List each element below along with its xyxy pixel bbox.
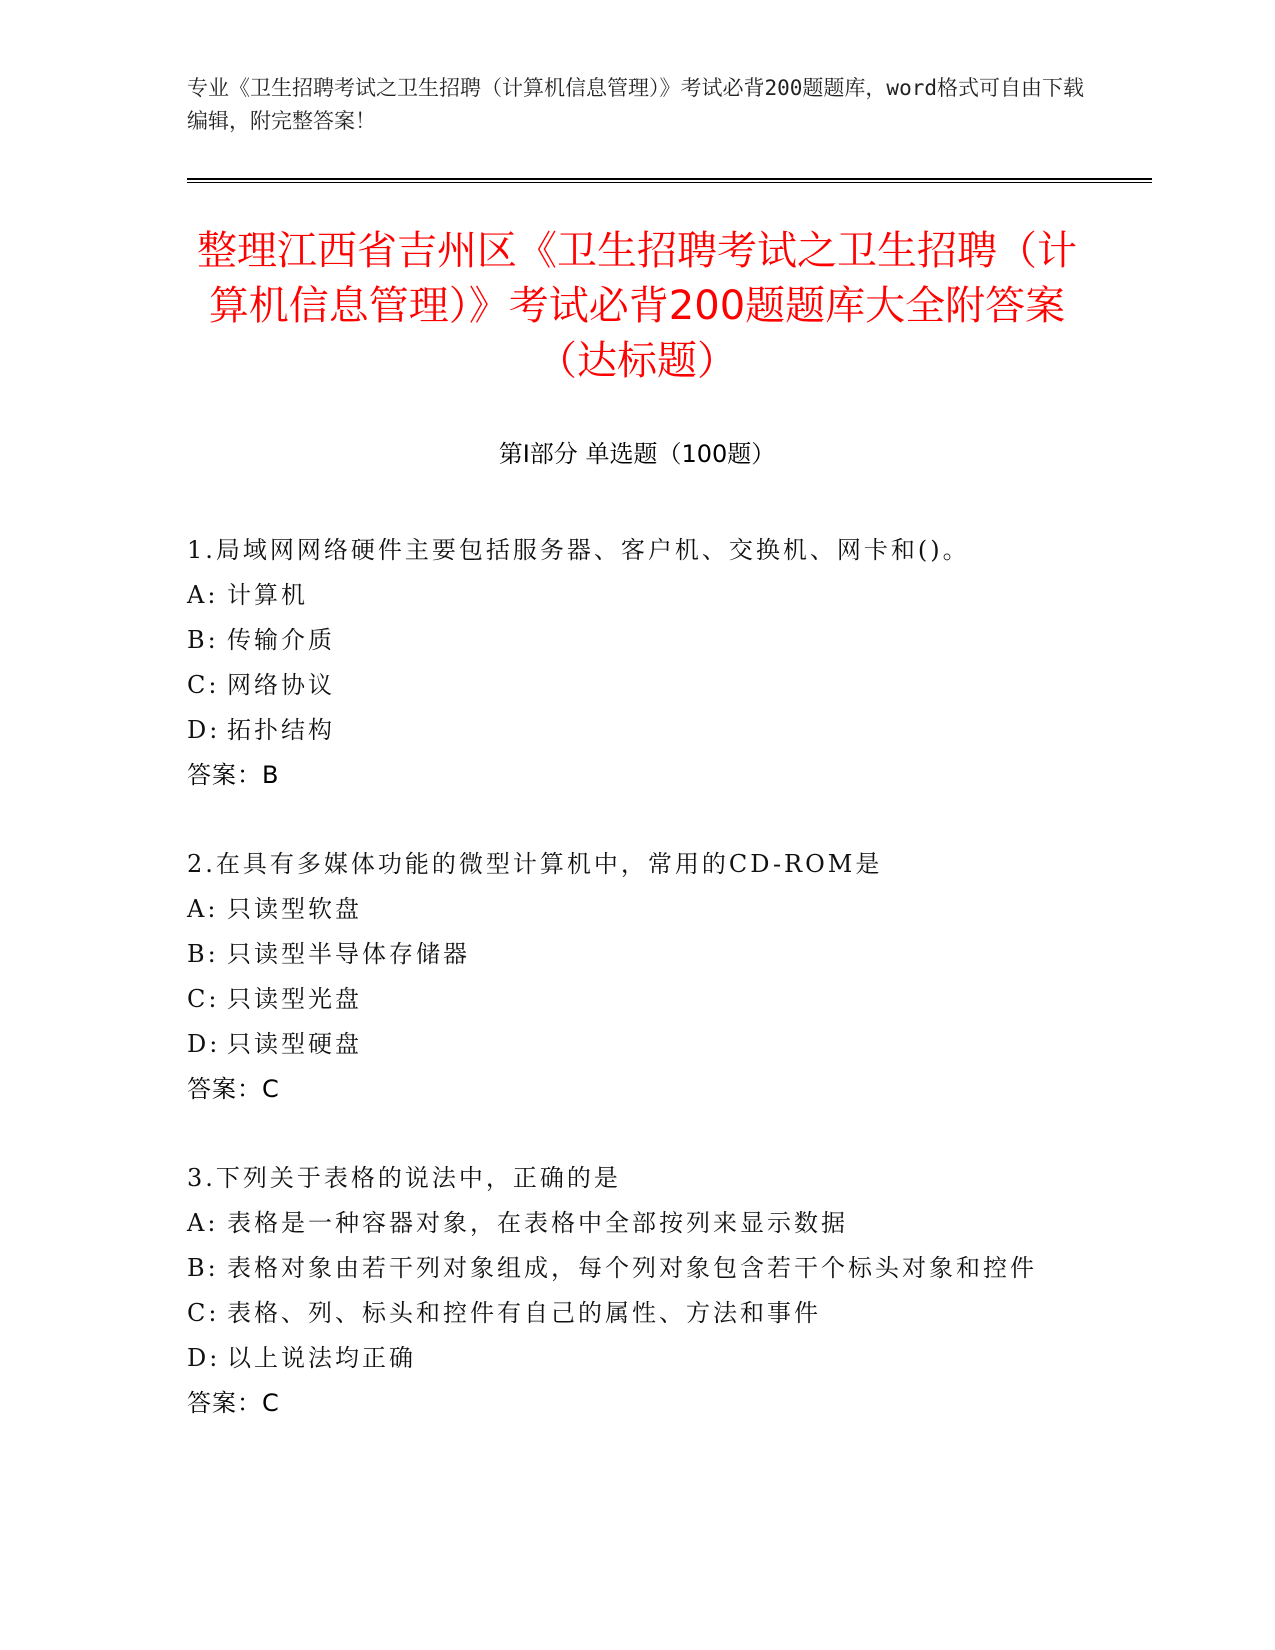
question-list bbox=[187, 528, 1087, 1470]
option-key: B: bbox=[187, 626, 219, 654]
document-title: 整理江西省吉州区《卫生招聘考试之卫生招聘（计算机信息管理）》考试必背200题题库大全附答案（达标题） bbox=[197, 228, 1077, 384]
question-stem: 2.在具有多媒体功能的微型计算机中，常用的CD-ROM是 bbox=[187, 850, 883, 878]
header-note: 专业《卫生招聘考试之卫生招聘（计算机信息管理）》考试必背200题题库，word格式可自由下载编辑，附完整答案！ bbox=[187, 76, 1084, 133]
option-b bbox=[187, 932, 1087, 977]
option-text: 以上说法均正确 bbox=[227, 1344, 416, 1372]
option-key: A: bbox=[187, 1209, 219, 1237]
option-d bbox=[187, 1022, 1087, 1067]
option-a bbox=[187, 1201, 1087, 1246]
option-text: 网络协议 bbox=[227, 671, 335, 699]
option-text: 计算机 bbox=[227, 581, 308, 609]
option-text: 只读型硬盘 bbox=[227, 1030, 362, 1058]
section-title: 第I部分 单选题（100题） bbox=[498, 440, 776, 468]
answer: 答案：C bbox=[187, 1075, 280, 1103]
option-text: 表格、列、标头和控件有自己的属性、方法和事件 bbox=[227, 1299, 821, 1327]
question-1 bbox=[187, 528, 1087, 798]
option-text: 只读型软盘 bbox=[227, 895, 362, 923]
option-key: A: bbox=[187, 581, 219, 609]
option-d bbox=[187, 1336, 1087, 1381]
question-stem: 3.下列关于表格的说法中，正确的是 bbox=[187, 1164, 621, 1192]
option-key: D: bbox=[187, 1344, 221, 1372]
option-key: D: bbox=[187, 1030, 221, 1058]
option-b bbox=[187, 618, 1087, 663]
option-text: 只读型光盘 bbox=[227, 985, 362, 1013]
option-text: 传输介质 bbox=[227, 626, 335, 654]
option-key: D: bbox=[187, 716, 221, 744]
option-c bbox=[187, 663, 1087, 708]
option-a bbox=[187, 887, 1087, 932]
option-key: A: bbox=[187, 895, 219, 923]
option-key: C: bbox=[187, 1299, 220, 1327]
header-divider-thin bbox=[187, 182, 1152, 183]
option-key: B: bbox=[187, 1254, 219, 1282]
option-key: C: bbox=[187, 671, 220, 699]
option-text: 只读型半导体存储器 bbox=[227, 940, 470, 968]
option-text: 拓扑结构 bbox=[227, 716, 335, 744]
option-c bbox=[187, 1291, 1087, 1336]
answer: 答案：B bbox=[187, 761, 280, 789]
option-d bbox=[187, 708, 1087, 753]
option-a bbox=[187, 573, 1087, 618]
option-text: 表格是一种容器对象，在表格中全部按列来显示数据 bbox=[227, 1209, 848, 1237]
option-text: 表格对象由若干列对象组成，每个列对象包含若干个标头对象和控件 bbox=[227, 1254, 1037, 1282]
option-key: B: bbox=[187, 940, 219, 968]
option-c bbox=[187, 977, 1087, 1022]
option-key: C: bbox=[187, 985, 220, 1013]
option-b bbox=[187, 1246, 1087, 1291]
answer: 答案：C bbox=[187, 1389, 280, 1417]
question-2 bbox=[187, 842, 1087, 1112]
question-3 bbox=[187, 1156, 1087, 1426]
question-stem: 1.局域网网络硬件主要包括服务器、客户机、交换机、网卡和()。 bbox=[187, 536, 970, 564]
header-divider bbox=[187, 178, 1152, 180]
